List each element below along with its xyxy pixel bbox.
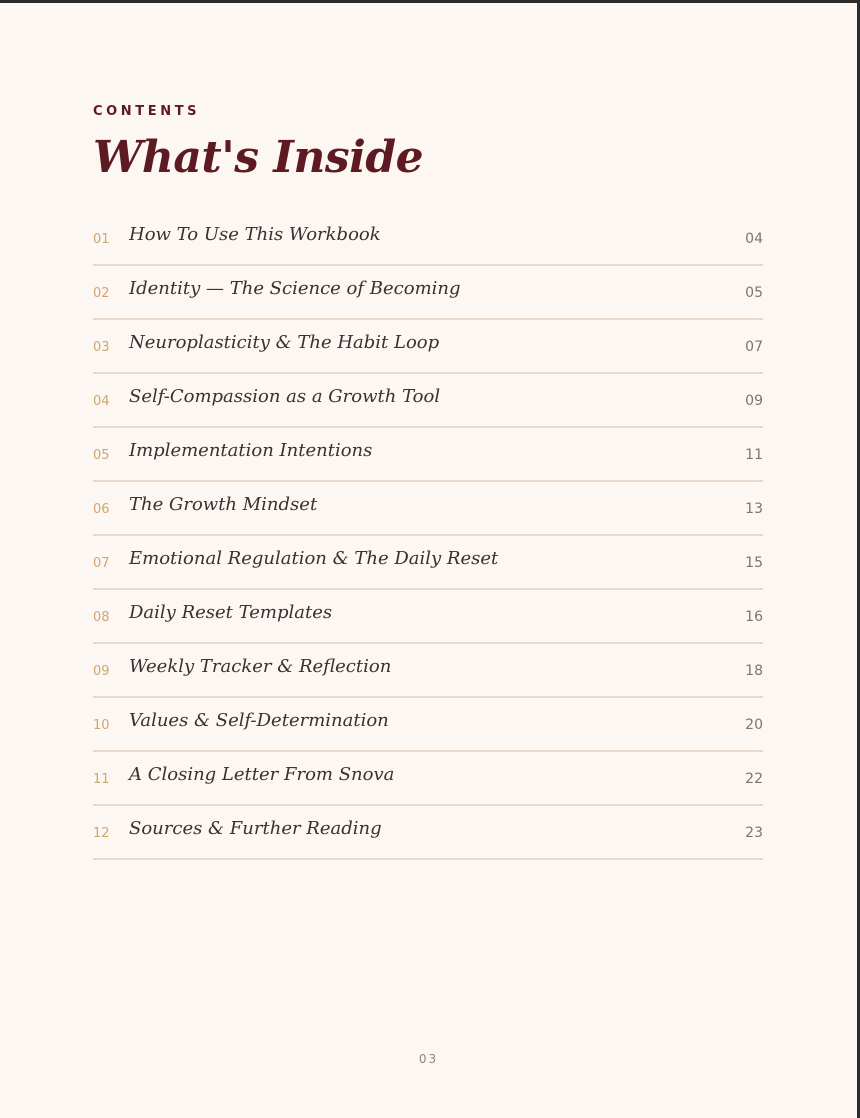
page-number: 03 [418, 1052, 439, 1066]
toc-entry[interactable] [93, 644, 763, 698]
toc-entry-page: 16 [745, 609, 763, 625]
toc-entry-page: 20 [745, 717, 763, 733]
toc-entry-number: 12 [93, 826, 110, 841]
toc-entry-title: Neuroplasticity & The Habit Loop [129, 332, 440, 353]
toc-entry-title: How To Use This Workbook [129, 224, 381, 245]
toc-entry[interactable] [93, 212, 763, 266]
toc-entry[interactable] [93, 482, 763, 536]
toc-entry-title: Daily Reset Templates [129, 602, 333, 623]
toc-entry-title: Values & Self-Determination [129, 710, 389, 731]
document-page [0, 3, 857, 1118]
toc-entry-title: Implementation Intentions [129, 440, 373, 461]
toc-entry[interactable] [93, 428, 763, 482]
toc-entry[interactable] [93, 266, 763, 320]
toc-entry[interactable] [93, 536, 763, 590]
toc-entry-page: 23 [745, 825, 763, 841]
toc-entry-number: 10 [93, 718, 110, 733]
toc-entry-page: 04 [745, 231, 763, 247]
toc-entry-title: Weekly Tracker & Reflection [129, 656, 392, 677]
page-title: What's Inside [93, 132, 424, 183]
toc-entry-number: 05 [93, 448, 110, 463]
toc-entry-page: 11 [745, 447, 763, 463]
toc-entry-title: A Closing Letter From Snova [129, 764, 395, 785]
toc-entry-page: 09 [745, 393, 763, 409]
toc-entry[interactable] [93, 806, 763, 860]
toc-entry[interactable] [93, 374, 763, 428]
toc-entry-page: 15 [745, 555, 763, 571]
toc-entry-title: Self-Compassion as a Growth Tool [129, 386, 441, 407]
section-eyebrow: CONTENTS [93, 104, 201, 119]
toc-entry-number: 02 [93, 286, 110, 301]
toc-entry-page: 05 [745, 285, 763, 301]
toc-entry[interactable] [93, 590, 763, 644]
toc-entry-number: 03 [93, 340, 110, 355]
toc-entry-page: 22 [745, 771, 763, 787]
toc-entry-number: 07 [93, 556, 110, 571]
table-of-contents [93, 212, 763, 860]
toc-entry-page: 18 [745, 663, 763, 679]
toc-entry-number: 01 [93, 232, 110, 247]
toc-entry-title: Emotional Regulation & The Daily Reset [129, 548, 499, 569]
toc-entry-page: 13 [745, 501, 763, 517]
toc-entry-title: The Growth Mindset [129, 494, 318, 515]
toc-entry[interactable] [93, 320, 763, 374]
toc-entry[interactable] [93, 698, 763, 752]
toc-entry-number: 04 [93, 394, 110, 409]
toc-entry-title: Sources & Further Reading [129, 818, 382, 839]
toc-entry-page: 07 [745, 339, 763, 355]
toc-entry-number: 08 [93, 610, 110, 625]
toc-entry[interactable] [93, 752, 763, 806]
toc-entry-number: 06 [93, 502, 110, 517]
toc-entry-title: Identity — The Science of Becoming [129, 278, 461, 299]
toc-entry-number: 09 [93, 664, 110, 679]
toc-entry-number: 11 [93, 772, 110, 787]
